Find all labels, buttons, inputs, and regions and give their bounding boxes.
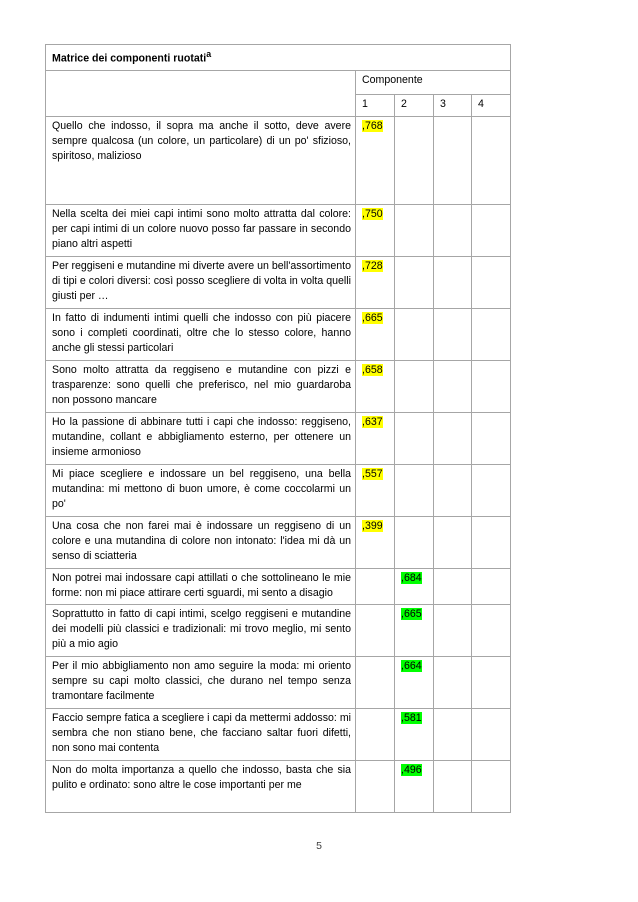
table-row xyxy=(46,116,511,204)
page-number: 5 xyxy=(316,840,322,852)
loading-cell-component-2 xyxy=(395,568,434,604)
loading-cell-component-4 xyxy=(472,204,511,256)
loading-cell-component-3 xyxy=(434,412,472,464)
loading-cell-component-2 xyxy=(395,360,434,412)
loading-cell-component-4 xyxy=(472,256,511,308)
loading-cell-component-4 xyxy=(472,464,511,516)
loading-cell-component-3 xyxy=(434,256,472,308)
table-row xyxy=(46,760,511,812)
loading-value: ,665 xyxy=(401,607,422,620)
loading-cell-component-4 xyxy=(472,568,511,604)
loading-cell-component-1 xyxy=(356,308,395,360)
loading-value: ,399 xyxy=(362,519,383,532)
loading-cell-component-1 xyxy=(356,516,395,568)
loading-value: ,664 xyxy=(401,659,422,672)
loading-value: ,768 xyxy=(362,119,383,132)
loading-cell-component-3 xyxy=(434,464,472,516)
item-text: Sono molto attratta da reggiseno e mutandine con pizzi e trasparenze: sono quelli che preferisco, nel mio guardaroba non possono mancare xyxy=(46,360,356,412)
loading-cell-component-2 xyxy=(395,116,434,204)
component-number-1: 1 xyxy=(356,94,395,116)
loading-cell-component-3 xyxy=(434,116,472,204)
table-row xyxy=(46,204,511,256)
loading-cell-component-4 xyxy=(472,656,511,708)
component-header: Componente xyxy=(356,70,511,94)
item-text: Quello che indosso, il sopra ma anche il sotto, deve avere sempre qualcosa (un colore, un particolare) di un po' sfizioso, spiritoso, malizioso xyxy=(46,116,356,204)
loading-cell-component-2 xyxy=(395,656,434,708)
table-title xyxy=(46,45,511,71)
loading-cell-component-1 xyxy=(356,568,395,604)
loading-cell-component-3 xyxy=(434,204,472,256)
loading-cell-component-3 xyxy=(434,568,472,604)
loading-cell-component-4 xyxy=(472,708,511,760)
loading-cell-component-2 xyxy=(395,708,434,760)
loading-cell-component-1 xyxy=(356,116,395,204)
table-row xyxy=(46,360,511,412)
item-text: Mi piace scegliere e indossare un bel reggiseno, una bella mutandina: mi mettono di buon umore, è come coccolarmi un po' xyxy=(46,464,356,516)
loading-cell-component-3 xyxy=(434,760,472,812)
component-number-2: 2 xyxy=(395,94,434,116)
loading-cell-component-1 xyxy=(356,360,395,412)
loading-value: ,637 xyxy=(362,415,383,428)
loading-cell-component-2 xyxy=(395,464,434,516)
item-text: Ho la passione di abbinare tutti i capi che indosso: reggiseno, mutandine, collant e abbigliamento esterno, per ottenere un insieme armonioso xyxy=(46,412,356,464)
loading-cell-component-1 xyxy=(356,760,395,812)
loading-cell-component-4 xyxy=(472,360,511,412)
table-row xyxy=(46,256,511,308)
loading-cell-component-2 xyxy=(395,760,434,812)
loading-cell-component-1 xyxy=(356,256,395,308)
table-row xyxy=(46,516,511,568)
table-row xyxy=(46,708,511,760)
table-row xyxy=(46,464,511,516)
loading-cell-component-1 xyxy=(356,656,395,708)
loading-cell-component-1 xyxy=(356,412,395,464)
loading-value: ,581 xyxy=(401,711,422,724)
loading-cell-component-4 xyxy=(472,308,511,360)
table-row xyxy=(46,568,511,604)
loading-value: ,684 xyxy=(401,571,422,584)
loading-value: ,658 xyxy=(362,363,383,376)
table-title-row xyxy=(46,45,511,71)
item-text: Soprattutto in fatto di capi intimi, scelgo reggiseni e mutandine dei modelli più classici e tradizionali: mi trovo meglio, mi sento più a mio agio xyxy=(46,604,356,656)
component-number-3: 3 xyxy=(434,94,472,116)
table-row xyxy=(46,656,511,708)
item-text: Faccio sempre fatica a scegliere i capi da mettermi addosso: mi sembra che non stiano bene, che facciano saltar fuori difetti, non sono mai contenta xyxy=(46,708,356,760)
table-row xyxy=(46,412,511,464)
loading-cell-component-4 xyxy=(472,604,511,656)
loading-cell-component-3 xyxy=(434,656,472,708)
loading-cell-component-4 xyxy=(472,516,511,568)
loading-cell-component-3 xyxy=(434,360,472,412)
loading-value: ,496 xyxy=(401,763,422,776)
loading-value: ,728 xyxy=(362,259,383,272)
loading-cell-component-1 xyxy=(356,604,395,656)
component-header-row xyxy=(46,70,511,94)
loading-cell-component-1 xyxy=(356,708,395,760)
item-text: Una cosa che non farei mai è indossare un reggiseno di un colore e una mutandina di colore non intonato: l'idea mi dà un senso di sciatteria xyxy=(46,516,356,568)
component-number-4: 4 xyxy=(472,94,511,116)
loading-cell-component-4 xyxy=(472,760,511,812)
item-text: Per il mio abbigliamento non amo seguire la moda: mi oriento sempre su capi molto classici, che durano nel tempo senza tramontare facilmente xyxy=(46,656,356,708)
loading-value: ,750 xyxy=(362,207,383,220)
loading-cell-component-3 xyxy=(434,308,472,360)
table-row xyxy=(46,604,511,656)
loading-value: ,665 xyxy=(362,311,383,324)
loading-cell-component-3 xyxy=(434,604,472,656)
loading-cell-component-4 xyxy=(472,116,511,204)
loading-cell-component-3 xyxy=(434,516,472,568)
table-title-text: Matrice dei componenti ruotati xyxy=(52,52,207,65)
empty-header-cell xyxy=(46,70,356,116)
loading-cell-component-2 xyxy=(395,412,434,464)
loading-cell-component-1 xyxy=(356,464,395,516)
item-text: Per reggiseni e mutandine mi diverte avere un bell'assortimento di tipi e colori diversi: così posso scegliere di volta in volta quelli giusti per … xyxy=(46,256,356,308)
loading-cell-component-1 xyxy=(356,204,395,256)
loading-cell-component-2 xyxy=(395,204,434,256)
item-text: Non potrei mai indossare capi attillati o che sottolineano le mie forme: non mi piace attirare certi sguardi, mi sento a disagio xyxy=(46,568,356,604)
item-text: Non do molta importanza a quello che indosso, basta che sia pulito e ordinato: sono altre le cose importanti per me xyxy=(46,760,356,812)
item-text: Nella scelta dei miei capi intimi sono molto attratta dal colore: per capi intimi di un colore nuovo posso far passare in secondo piano altri aspetti xyxy=(46,204,356,256)
loading-cell-component-2 xyxy=(395,516,434,568)
loading-value: ,557 xyxy=(362,467,383,480)
item-text: In fatto di indumenti intimi quelli che indosso con più piacere sono i completi coordinati, oltre che lo stesso colore, hanno anche gli stessi particolari xyxy=(46,308,356,360)
rotated-component-matrix-table xyxy=(45,44,511,813)
loading-cell-component-2 xyxy=(395,308,434,360)
loading-cell-component-2 xyxy=(395,604,434,656)
loading-cell-component-4 xyxy=(472,412,511,464)
loading-cell-component-2 xyxy=(395,256,434,308)
table-row xyxy=(46,308,511,360)
loading-cell-component-3 xyxy=(434,708,472,760)
table-title-superscript: a xyxy=(206,49,212,59)
